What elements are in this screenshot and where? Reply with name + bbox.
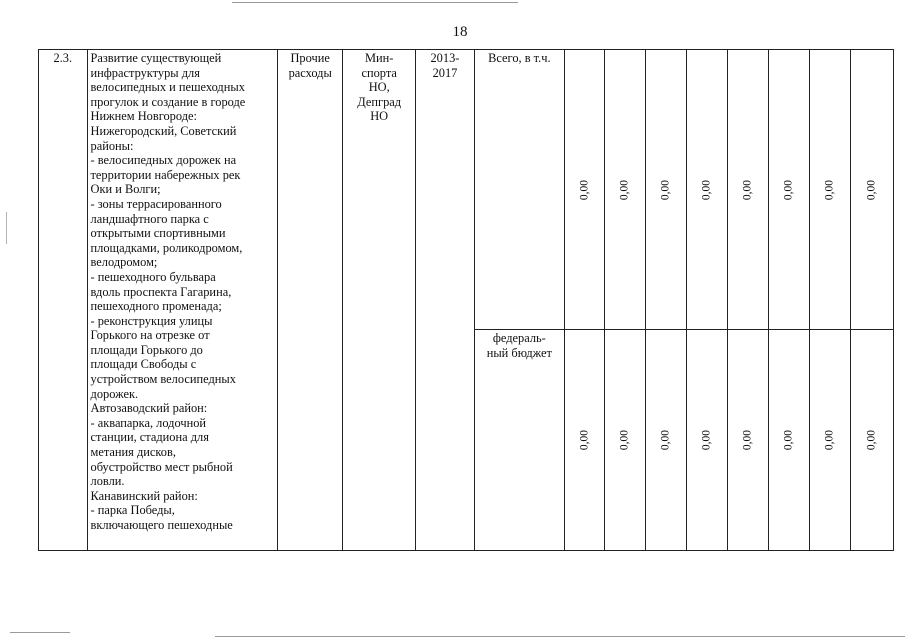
funding-source-federal <box>474 330 565 551</box>
expense-type-line: Прочие <box>290 51 330 65</box>
value-text: 0,00 <box>700 179 713 200</box>
scan-artifact-bottom <box>215 636 905 637</box>
value-cell <box>605 50 646 330</box>
description-line: - велосипедных дорожек на <box>90 153 237 168</box>
value-text: 0,00 <box>741 179 754 200</box>
table-row <box>39 50 894 330</box>
description-line: Развитие существующей <box>90 51 222 65</box>
value-text: 0,00 <box>782 179 795 200</box>
value-cell <box>850 330 893 551</box>
scan-artifact-left <box>6 212 7 244</box>
description-line: - парка Победы, <box>90 503 175 518</box>
value-text: 0,00 <box>700 429 713 451</box>
value-text: 0,00 <box>659 179 672 200</box>
executor-line: Депград <box>357 94 402 109</box>
measure-description <box>87 50 278 551</box>
row-number: 2.3. <box>39 50 88 551</box>
description-line: вдоль проспекта Гагарина, <box>90 284 232 299</box>
description-line: Нижегородский, Советский <box>90 123 237 138</box>
value-cell <box>645 330 686 551</box>
description-line: - пешеходного бульвара <box>90 269 216 284</box>
page-number: 18 <box>452 24 468 40</box>
period-line: 2017 <box>432 65 458 80</box>
value-cell <box>686 330 727 551</box>
program-table <box>38 49 894 551</box>
value-cell <box>645 50 686 330</box>
value-text: 0,00 <box>823 179 836 200</box>
value-cell <box>768 50 809 330</box>
description-line: обустройство мест рыбной <box>90 459 233 474</box>
funding-source-label: Всего, в т.ч. <box>488 51 551 65</box>
value-cell <box>850 50 893 330</box>
description-line: открытыми спортивными <box>90 226 226 241</box>
period <box>416 50 474 551</box>
description-line: Оки и Волги; <box>90 182 161 197</box>
value-text: 0,00 <box>823 429 836 451</box>
description-line: пешеходного променада; <box>90 299 222 314</box>
value-text: 0,00 <box>618 179 631 200</box>
description-line: - аквапарка, лодочной <box>90 415 207 430</box>
value-cell <box>768 330 809 551</box>
description-line: дорожек. <box>90 386 139 401</box>
description-line: площадками, роликодромом, <box>90 240 243 255</box>
description-line: ловли. <box>90 474 125 489</box>
description-line: Автозаводский район: <box>90 401 208 416</box>
scan-artifact-bottom-left <box>10 632 70 633</box>
scan-artifact-top <box>232 2 518 3</box>
executor-line: НО <box>370 109 389 124</box>
expense-type <box>278 50 343 551</box>
funding-source-label: ный бюджет <box>486 345 552 360</box>
executor-line: спорта <box>361 65 397 80</box>
executor-line: НО, <box>368 80 390 95</box>
value-cell <box>565 50 605 330</box>
value-cell <box>727 330 768 551</box>
description-line: Нижнем Новгороде: <box>90 109 197 124</box>
value-cell <box>605 330 646 551</box>
description-line: Канавинский район: <box>90 488 198 503</box>
value-cell <box>809 330 850 551</box>
value-cell <box>809 50 850 330</box>
value-cell <box>727 50 768 330</box>
description-line: - зоны террасированного <box>90 196 222 211</box>
description-line: площади Свободы с <box>90 357 197 372</box>
value-text: 0,00 <box>865 429 878 451</box>
funding-source-label: федераль- <box>492 331 546 345</box>
value-text: 0,00 <box>578 179 591 200</box>
description-line: районы: <box>90 138 134 153</box>
description-line: инфраструктуры для <box>90 65 200 80</box>
value-cell <box>686 50 727 330</box>
description-line: устройством велосипедных <box>90 372 236 387</box>
funding-source-total <box>474 50 565 330</box>
description-line: включающего пешеходные <box>90 518 233 532</box>
description-line: - реконструкция улицы <box>90 313 213 328</box>
expense-type-line: расходы <box>288 65 332 80</box>
period-line: 2013- <box>430 51 460 65</box>
description-line: станции, стадиона для <box>90 430 209 445</box>
description-line: велодромом; <box>90 255 158 270</box>
value-text: 0,00 <box>659 429 672 451</box>
value-text: 0,00 <box>618 429 631 451</box>
value-text: 0,00 <box>865 179 878 200</box>
value-cell <box>565 330 605 551</box>
description-line: площади Горького до <box>90 342 203 357</box>
description-line: ландшафтного парка с <box>90 211 209 226</box>
description-line: велосипедных и пешеходных <box>90 80 245 95</box>
description-line: прогулок и создание в городе <box>90 94 246 109</box>
executor-line: Мин- <box>364 51 394 65</box>
description-line: метания дисков, <box>90 445 176 460</box>
executor <box>343 50 416 551</box>
value-text: 0,00 <box>741 429 754 451</box>
value-text: 0,00 <box>578 429 591 451</box>
description-line: территории набережных рек <box>90 167 241 182</box>
description-line: Горького на отрезке от <box>90 328 210 343</box>
value-text: 0,00 <box>782 429 795 451</box>
